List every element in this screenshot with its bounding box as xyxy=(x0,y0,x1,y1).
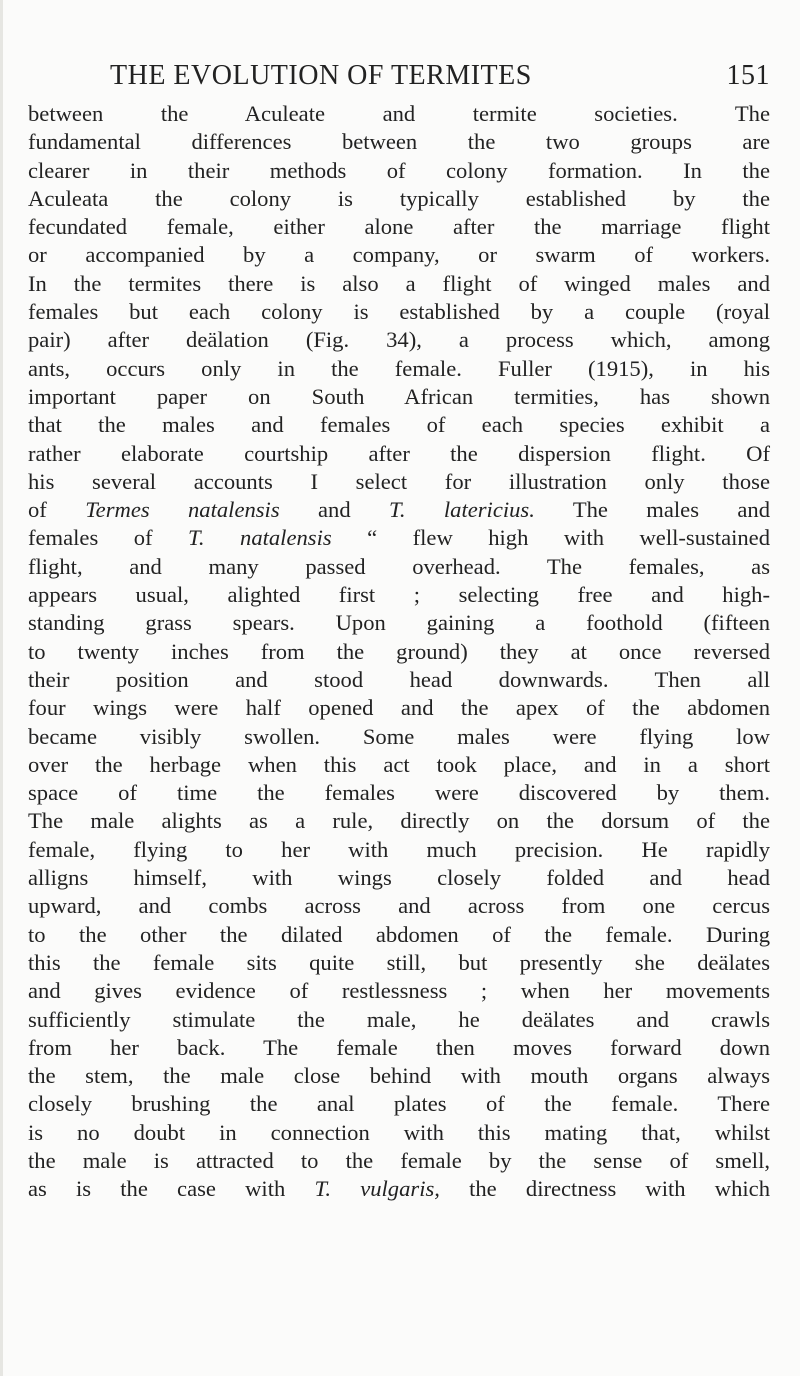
text-line xyxy=(28,1175,770,1203)
text-line xyxy=(28,383,770,411)
running-header xyxy=(110,58,770,94)
text-line xyxy=(28,751,770,779)
text-run: and xyxy=(279,497,389,523)
text-run: and gives evidence of restlessness ; when her movements xyxy=(28,978,770,1004)
text-line xyxy=(28,241,770,269)
text-run: space of time the females were discovered by them. xyxy=(28,780,770,806)
text-line xyxy=(28,949,770,977)
text-line xyxy=(28,100,770,128)
text-run: Aculeata the colony is typically established by the xyxy=(28,185,770,211)
text-run: their position and stood head downwards. Then all xyxy=(28,666,770,692)
text-run: The male alights as a rule, directly on the dorsum of the xyxy=(28,808,770,834)
text-run: as is the case with xyxy=(28,1176,315,1202)
text-line xyxy=(28,1090,770,1118)
text-line xyxy=(28,298,770,326)
text-line xyxy=(28,892,770,920)
text-line xyxy=(28,694,770,722)
text-line xyxy=(28,553,770,581)
text-line xyxy=(28,1119,770,1147)
text-run: this the female sits quite still, but presently she deälates xyxy=(28,949,770,975)
page-edge-shadow xyxy=(0,0,3,1376)
text-run: his several accounts I select for illustration only those xyxy=(28,468,770,494)
text-run: standing grass spears. Upon gaining a foothold (fifteen xyxy=(28,610,770,636)
text-run: that the males and females of each species exhibit a xyxy=(28,412,770,438)
text-run: four wings were half opened and the apex of the abdomen xyxy=(28,695,770,721)
text-line xyxy=(28,977,770,1005)
text-run: sufficiently stimulate the male, he deälates and crawls xyxy=(28,1006,770,1032)
text-line xyxy=(28,723,770,751)
text-run: upward, and combs across and across from one cercus xyxy=(28,893,770,919)
text-run: the stem, the male close behind with mouth organs always xyxy=(28,1063,770,1089)
text-run: rather elaborate courtship after the dispersion flight. Of xyxy=(28,440,770,466)
text-line xyxy=(28,468,770,496)
text-line xyxy=(28,524,770,552)
text-run: important paper on South African termities, has shown xyxy=(28,383,770,409)
text-line xyxy=(28,440,770,468)
text-run: female, flying to her with much precision. He rapidly xyxy=(28,836,770,862)
text-run: to the other the dilated abdomen of the female. During xyxy=(28,921,770,947)
text-line xyxy=(28,411,770,439)
italic-species-name: Termes natalensis xyxy=(85,497,280,523)
text-line xyxy=(28,921,770,949)
text-line xyxy=(28,779,770,807)
text-line xyxy=(28,864,770,892)
text-line xyxy=(28,1006,770,1034)
text-run: between the Aculeate and termite societies. The xyxy=(28,101,770,126)
text-run: to twenty inches from the ground) they at once reversed xyxy=(28,638,770,664)
italic-species-name: T. latericius. xyxy=(388,497,535,523)
text-run: clearer in their methods of colony formation. In the xyxy=(28,157,770,183)
text-run: over the herbage when this act took place, and in a short xyxy=(28,751,770,777)
text-line xyxy=(28,1147,770,1175)
text-run: In the termites there is also a flight of winged males and xyxy=(28,270,770,296)
text-line xyxy=(28,581,770,609)
text-line xyxy=(28,496,770,524)
text-line xyxy=(28,1062,770,1090)
text-run: became visibly swollen. Some males were flying low xyxy=(28,723,770,749)
italic-species-name: T. vulgaris, xyxy=(314,1176,440,1202)
text-line xyxy=(28,355,770,383)
text-run: from her back. The female then moves forward down xyxy=(28,1034,770,1060)
text-run: ants, occurs only in the female. Fuller (1915), in his xyxy=(28,355,770,381)
text-line xyxy=(28,807,770,835)
text-line xyxy=(28,666,770,694)
text-run: closely brushing the anal plates of the female. There xyxy=(28,1091,770,1117)
page-number: 151 xyxy=(726,60,770,91)
text-run: The males and xyxy=(534,497,770,523)
text-run: is no doubt in connection with this mating that, whilst xyxy=(28,1119,770,1145)
text-run: the male is attracted to the female by the sense of smell, xyxy=(28,1147,770,1173)
text-run: “ flew high with well-sustained xyxy=(331,525,771,551)
text-line xyxy=(28,638,770,666)
body-text xyxy=(28,100,770,1204)
text-run: or accompanied by a company, or swarm of workers. xyxy=(28,242,770,268)
text-line xyxy=(28,1034,770,1062)
text-line xyxy=(28,270,770,298)
text-line xyxy=(28,185,770,213)
text-line xyxy=(28,128,770,156)
text-run: females of xyxy=(28,525,189,551)
text-line xyxy=(28,213,770,241)
text-run: appears usual, alighted first ; selecting free and high- xyxy=(28,582,770,608)
text-run: pair) after deälation (Fig. 34), a process which, among xyxy=(28,327,770,353)
text-run: the directness with which xyxy=(439,1176,770,1202)
text-run: alligns himself, with wings closely folded and head xyxy=(28,865,770,891)
text-line xyxy=(28,326,770,354)
text-run: flight, and many passed overhead. The females, as xyxy=(28,553,770,579)
text-line xyxy=(28,836,770,864)
text-run: fecundated female, either alone after the marriage flight xyxy=(28,214,770,240)
italic-species-name: T. natalensis xyxy=(188,525,332,551)
running-title: THE EVOLUTION OF TERMITES xyxy=(110,60,532,91)
text-run: fundamental differences between the two groups are xyxy=(28,129,770,155)
text-run: of xyxy=(28,497,86,523)
text-line xyxy=(28,157,770,185)
text-run: females but each colony is established by a couple (royal xyxy=(28,299,770,325)
text-line xyxy=(28,609,770,637)
